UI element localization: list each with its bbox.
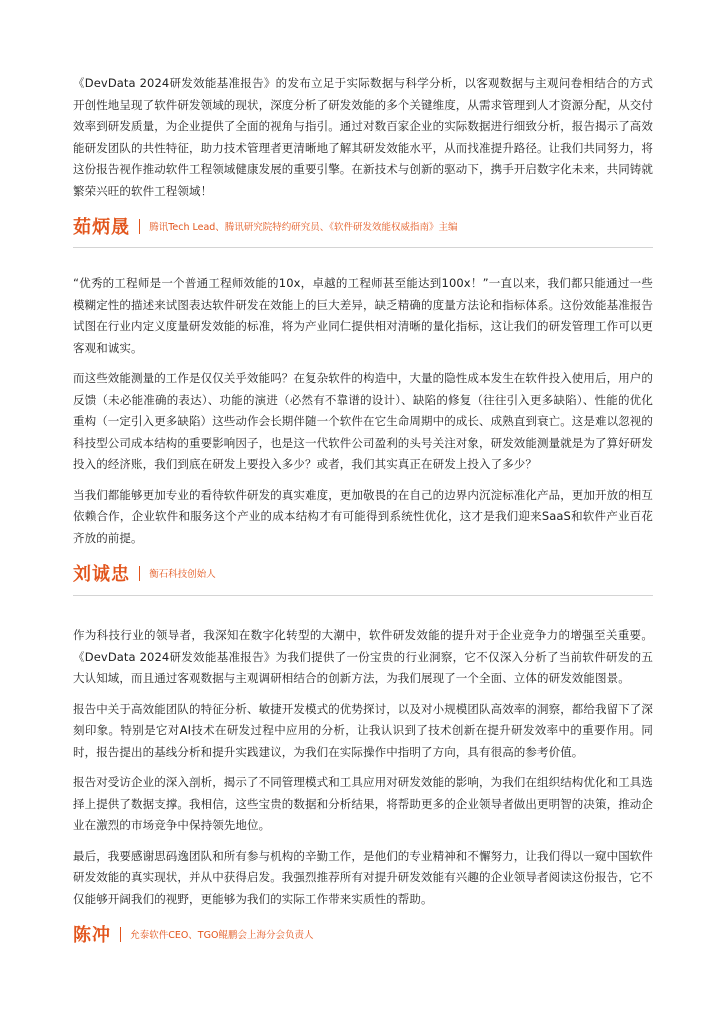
signature-divider xyxy=(120,927,121,942)
testimonial-2-paragraph-3: 当我们都能够更加专业的看待软件研发的真实难度，更加敬畏的在自己的边界内沉淀标准化产品，更加开放的相互依赖合作，企业软件和服务这个产业的成本结构才有可能得到系统性优化，这才是我们迎来SaaS和软件产业百花齐放的前提。 xyxy=(73,487,653,545)
section-divider xyxy=(73,247,653,248)
author-role: 腾讯Tech Lead、腾讯研究院特约研究员、《软件研发效能权威指南》主编 xyxy=(149,222,458,233)
author-role: 允泰软件CEO、TGO鲲鹏会上海分会负责人 xyxy=(130,930,314,941)
author-role: 衡石科技创始人 xyxy=(149,569,216,580)
testimonial-1 xyxy=(73,73,653,241)
author-name: 刘诚忠 xyxy=(73,564,130,585)
author-name: 茹炳晟 xyxy=(73,217,130,238)
testimonial-1-signature xyxy=(73,211,653,241)
section-divider xyxy=(73,595,653,596)
signature-divider xyxy=(139,219,140,234)
testimonial-2-paragraph-1: “优秀的工程师是一个普通工程师效能的10x，卓越的工程师甚至能达到100x！”一直以来，我们都只能通过一些模糊定性的描述来试图表达软件研发在效能上的巨大差异，缺乏精确的度量方法论和指标体系。这份效能基准报告试图在行业内定义度量研发效能的标准，将为产业同仁提供相对清晰的量化指标，这让我们的研发管理工作可以更客观和诚实。 xyxy=(73,276,653,355)
testimonial-3-paragraph-1: 作为科技行业的领导者，我深知在数字化转型的大潮中，软件研发效能的提升对于企业竞争力的增强至关重要。《DevData 2024研发效能基准报告》为我们提供了一份宝贵的行业洞察，它不仅深入分析了当前软件研发的五大认知域，而且通过客观数据与主观调研相结合的创新方法，为我们展现了一个全面、立体的研发效能图景。 xyxy=(73,628,653,685)
testimonial-1-paragraph-1: 《DevData 2024研发效能基准报告》的发布立足于实际数据与科学分析，以客观数据与主观问卷相结合的方式开创性地呈现了软件研发领域的现状，深度分析了研发效能的多个关键维度，从需求管理到人才资源分配，从交付效率到研发质量，为企业提供了全面的视角与指引。通过对数百家企业的实际数据进行细致分析，报告揭示了高效能研发团队的共性特征，助力技术管理者更清晰地了解其研发效能水平，从而找准提升路径。让我们共同努力，将这份报告视作推动软件工程领域健康发展的重要引擎。在新技术与创新的驱动下，携手开启数字化未来，共同铸就繁荣兴旺的软件工程领域！ xyxy=(73,76,653,198)
testimonial-3-paragraph-2: 报告中关于高效能团队的特征分析、敏捷开发模式的优势探讨，以及对小规模团队高效率的洞察，都给我留下了深刻印象。特别是它对AI技术在研发过程中应用的分析，让我认识到了技术创新在提升研发效率中的重要作用。同时，报告提出的基线分析和提升实践建议，为我们在实际操作中指明了方向，具有很高的参考价值。 xyxy=(73,701,653,759)
testimonial-3-signature xyxy=(73,919,653,949)
testimonial-2 xyxy=(73,273,653,588)
testimonial-3 xyxy=(73,625,653,949)
author-name: 陈冲 xyxy=(73,925,111,946)
signature-divider xyxy=(139,566,140,581)
testimonial-2-signature xyxy=(73,558,653,588)
testimonial-3-paragraph-4: 最后，我要感谢思码逸团队和所有参与机构的辛勤工作，是他们的专业精神和不懈努力，让我们得以一窥中国软件研发效能的真实现状，并从中获得启发。我强烈推荐所有对提升研发效能有兴趣的企业领导者阅读这份报告，它不仅能够开阔我们的视野，更能够为我们的实际工作带来实质性的帮助。 xyxy=(73,848,653,906)
testimonial-2-paragraph-2: 而这些效能测量的工作是仅仅关乎效能吗？在复杂软件的构造中，大量的隐性成本发生在软件投入使用后，用户的反馈（未必能准确的表达）、功能的演进（必然有不靠谱的设计）、缺陷的修复（往往引入更多缺陷）、性能的优化重构（一定引入更多缺陷）这些动作会长期伴随一个软件在它生命周期中的成长、成熟直到衰亡。这是难以忽视的科技型公司成本结构的重要影响因子，也是这一代软件公司盈利的头号关注对象，研发效能测量就是为了算好研发投入的经济账，我们到底在研发上要投入多少？或者，我们其实真正在研发上投入了多少？ xyxy=(73,371,653,471)
testimonial-3-paragraph-3: 报告对受访企业的深入剖析，揭示了不同管理模式和工具应用对研发效能的影响，为我们在组织结构优化和工具选择上提供了数据支撑。我相信，这些宝贵的数据和分析结果，将帮助更多的企业领导者做出更明智的决策，推动企业在激烈的市场竞争中保持领先地位。 xyxy=(73,775,653,832)
